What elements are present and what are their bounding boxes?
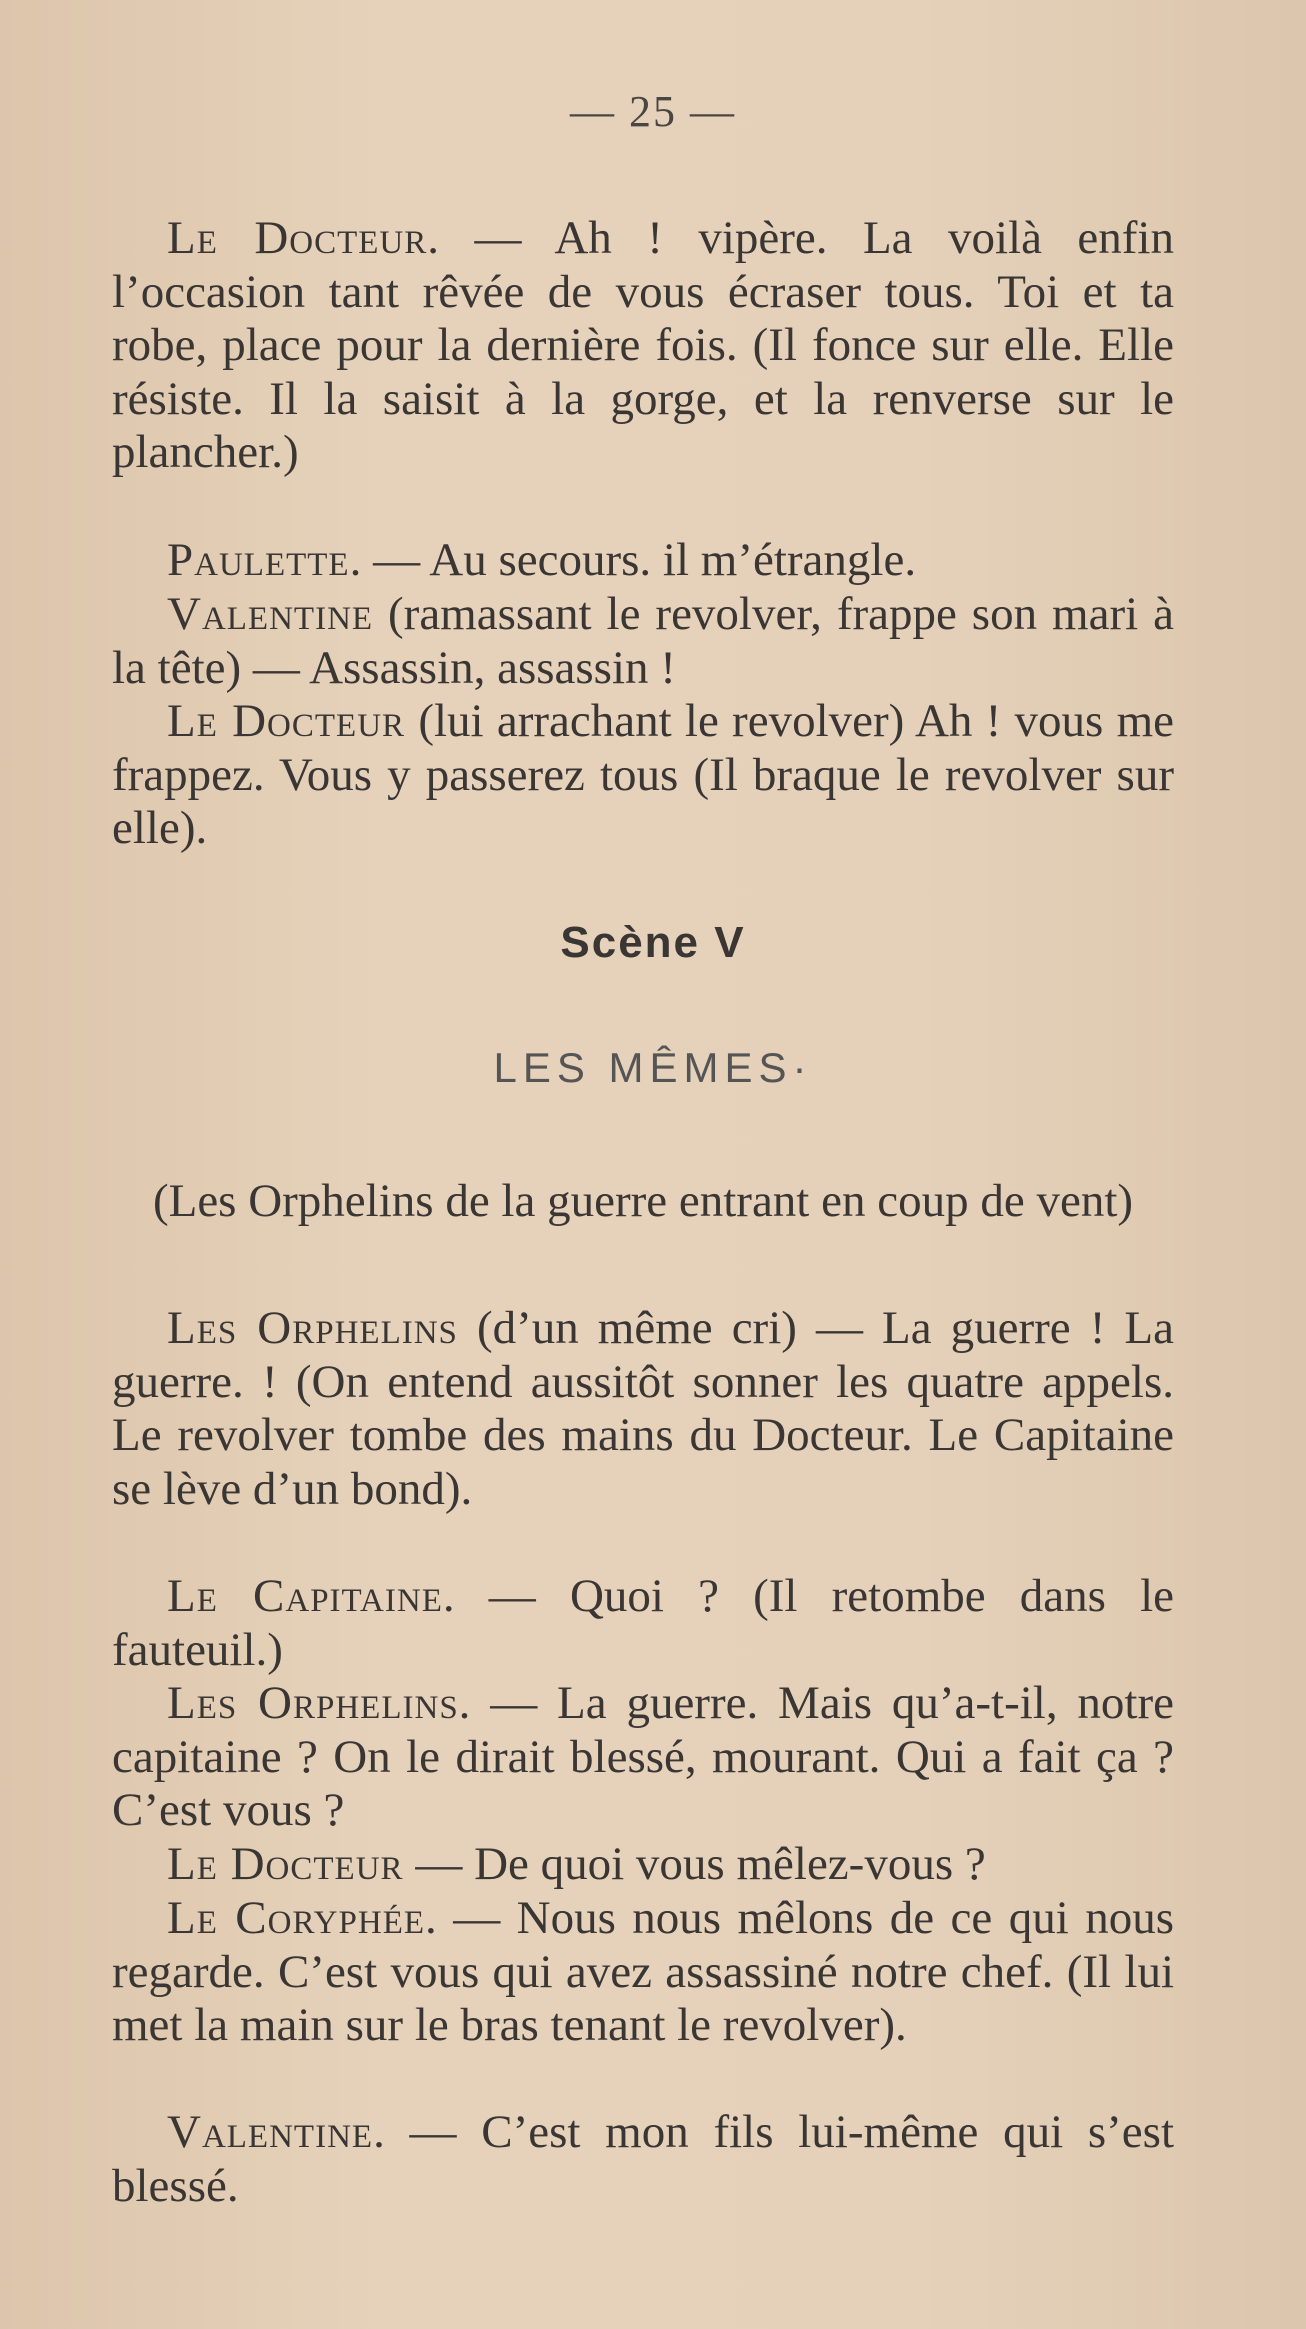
speaker-name: Le Capitaine xyxy=(167,1570,443,1622)
dialogue-text: (ramassant le revolver, frappe son mari à la tête) — Assassin, assassin ! xyxy=(112,588,1174,694)
dialogue-line xyxy=(112,588,1174,695)
dialogue-line xyxy=(112,695,1174,856)
stage-direction: (Les Orphelins de la guerre entrant en coup de vent) xyxy=(152,1175,1134,1227)
dialogue-line xyxy=(112,1677,1174,1838)
dialogue-line xyxy=(112,2106,1174,2213)
dialogue-text: . — Ah ! vipère. La voilà enfin l’occasion tant rêvée de vous écraser tous. Toi et ta robe, place pour la dernière fois. (Il fonce sur elle. Elle résiste. Il la saisit à la gorge, et la renverse sur le plancher.) xyxy=(112,212,1174,478)
scene-title: Scène V xyxy=(560,918,746,967)
dialogue-line xyxy=(112,1838,1174,1892)
speaker-name: Le Coryphée xyxy=(167,1892,426,1944)
dialogue-line xyxy=(112,534,1174,588)
speaker-name: Valentine xyxy=(167,588,374,640)
page-number: — 25 — xyxy=(570,87,736,136)
characters-line: LES MÊMES· xyxy=(493,1044,813,1091)
dialogue-line xyxy=(112,1892,1174,2053)
dialogue-text: . — C’est mon fils lui-même qui s’est blessé. xyxy=(112,2106,1174,2212)
dialogue-text: . — Nous nous mêlons de ce qui nous regarde. C’est vous qui avez assassiné notre chef. (Il lui met la main sur le bras tenant le revolver). xyxy=(112,1892,1174,2051)
dialogue-text: (d’un même cri) — La guerre ! La guerre. ! (On entend aussitôt sonner les quatre appels. Le revolver tombe des mains du Docteur. Le Capitaine se lève d’un bond). xyxy=(112,1302,1174,1515)
speaker-name: Le Docteur xyxy=(167,212,428,264)
speaker-name: Les Orphelins xyxy=(167,1677,459,1729)
dialogue-line xyxy=(112,212,1174,480)
dialogue-text: . — Au secours. il m’étrangle. xyxy=(349,534,917,586)
speaker-name: Le Docteur xyxy=(167,695,406,747)
dialogue-line xyxy=(112,1302,1174,1516)
speaker-name: Valentine xyxy=(167,2106,374,2158)
dialogue-text: — De quoi vous mêlez-vous ? xyxy=(403,1838,986,1890)
dialogue-line xyxy=(112,1570,1174,1677)
speaker-name: Paulette xyxy=(167,534,350,586)
dialogue-text: (lui arrachant le revolver) Ah ! vous me frappez. Vous y passerez tous (Il braque le revolver sur elle). xyxy=(112,695,1174,854)
dialogue-text: . — La guerre. Mais qu’a-t-il, notre capitaine ? On le dirait blessé, mourant. Qui a fait ça ? C’est vous ? xyxy=(112,1677,1174,1836)
speaker-name: Les Orphelins xyxy=(167,1302,458,1354)
speaker-name: Le Docteur xyxy=(167,1838,404,1890)
dialogue-text: . — Quoi ? (Il retombe dans le fauteuil.) xyxy=(112,1570,1174,1676)
